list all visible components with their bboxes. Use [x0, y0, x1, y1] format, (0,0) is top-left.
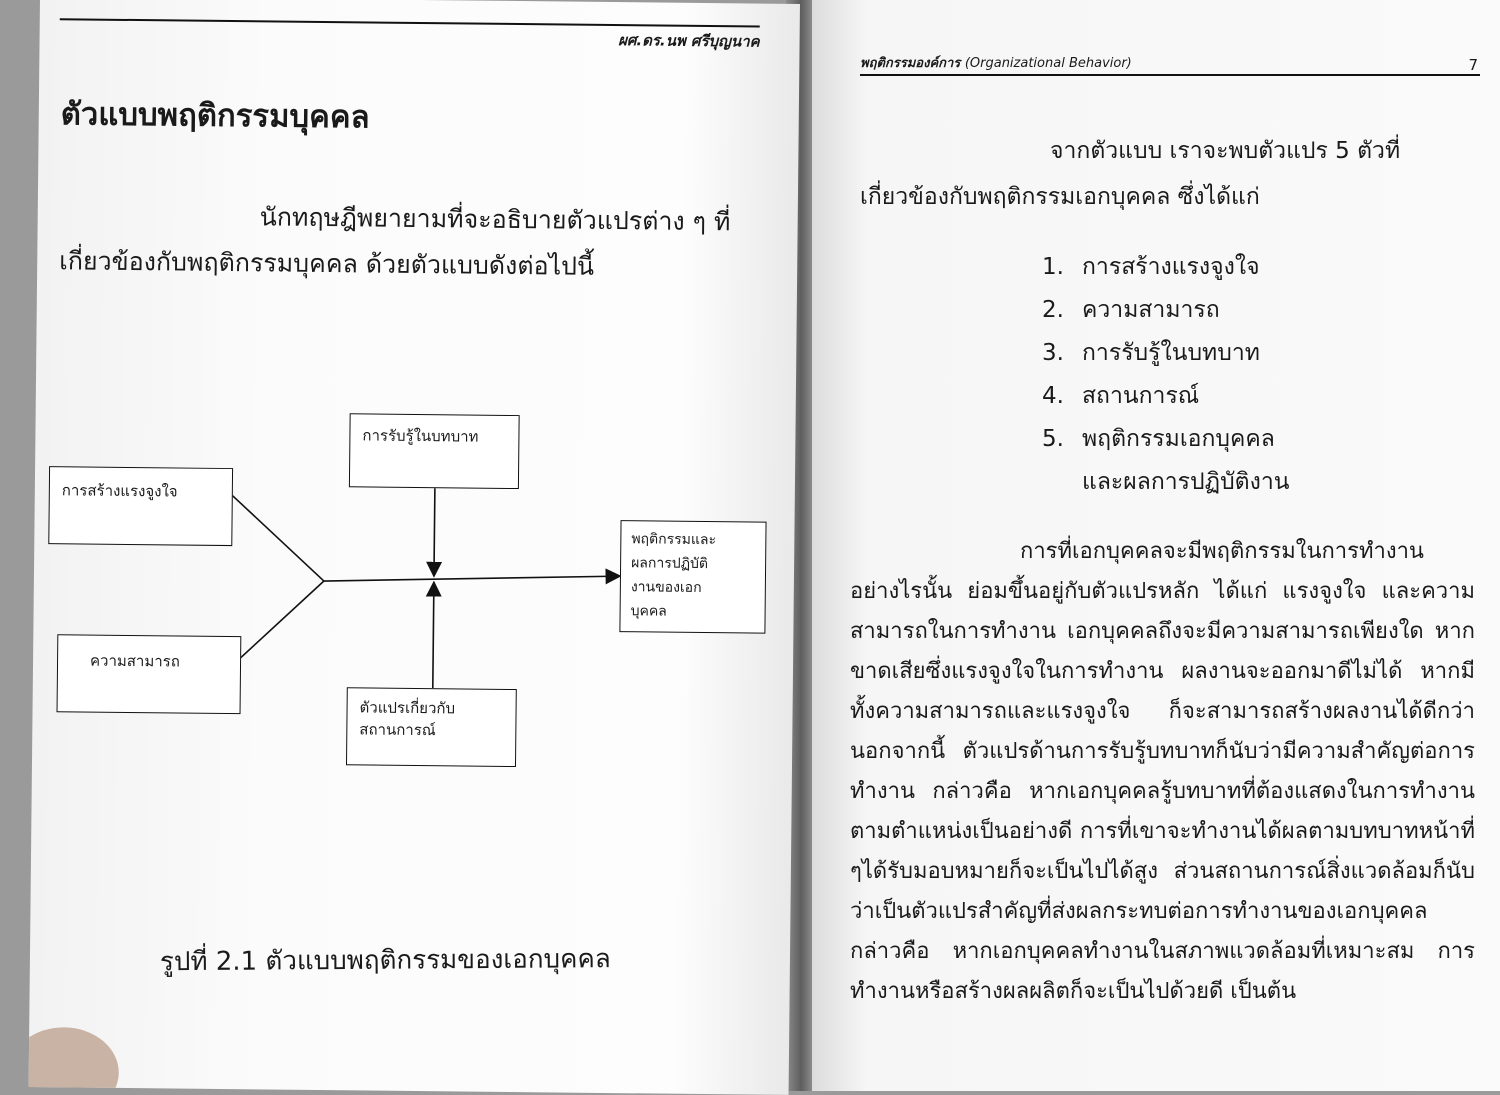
list-item: 4. สถานการณ์ — [1042, 383, 1200, 409]
variable-list — [1042, 246, 1482, 504]
header-title-thai: พฤติกรรมองค์การ — [860, 56, 961, 71]
chapter-title: ตัวแบบพฤติกรรมบุคคล — [60, 96, 370, 136]
right-page — [812, 0, 1500, 1091]
intro-paragraph: จากตัวแบบ เราจะพบตัวแปร 5 ตัวที่เกี่ยวข้องกับพฤติกรรมเอกบุคคล ซึ่งได้แก่ — [860, 138, 1401, 210]
list-item: 5. พฤติกรรมเอกบุคคล และผลการปฏิบัติงาน — [1042, 426, 1290, 495]
arrow-situational — [433, 582, 434, 688]
box-motivation: การสร้างแรงจูงใจ — [48, 466, 233, 546]
body-paragraph: การที่เอกบุคคลจะมีพฤติกรรมในการทำงานอย่างไรนั้น ย่อมขึ้นอยู่กับตัวแปรหลัก ได้แก่ แรงจูงใจ และความสามารถในการทำงาน เอกบุคคลถึงจะมีความสามารถเพียงใด หากขาดเสียซึ่งแรงจูงใจในการทำงาน ผลงานจะออกมาดีไม่ได้ หากมีทั้งความสามารถและแรงจูงใจ ก็จะสามารถสร้างผลงานได้ดีกว่า นอกจากนี้ ตัวแปรด้านการรับรู้บทบาทก็นับว่ามีความสำคัญต่อการทำงาน กล่าวคือ หากเอกบุคคลรู้บทบาทที่ต้องแสดงในการทำงานตามตำแหน่งเป็นอย่างดี การที่เขาจะทำงานได้ผลตามบทบาทหน้าที่ ๆได้รับมอบหมายก็จะเป็นไปได้สูง ส่วนสถานการณ์สิ่งแวดล้อมก็นับว่าเป็นตัวแปรสำคัญที่ส่งผลกระทบต่อการทำงานของเอกบุคคล กล่าวคือ หากเอกบุคคลทำงานในสภาพแวดล้อมที่เหมาะสม การทำงานหรือสร้างผลผลิตก็จะเป็นไปด้วยดี เป็นต้น — [850, 539, 1475, 1004]
header-title — [860, 52, 1132, 73]
main-arrow — [324, 573, 620, 584]
header-author: ผศ.ดร.นพ ศรีบุญนาค — [618, 31, 760, 51]
box-situational: ตัวแปรเกี่ยวกับ สถานการณ์ — [346, 687, 517, 767]
figure-caption: รูปที่ 2.1 ตัวแบบพฤติกรรมของเอกบุคคล — [159, 944, 611, 978]
intro-paragraph: นักทฤษฎีพยายามที่จะอธิบายตัวแปรต่าง ๆ ที่เกี่ยวข้องกับพฤติกรรมบุคคล ด้วยตัวแบบดังต่อไปนี้ — [59, 202, 731, 281]
box-role-perception: การรับรู้ในบทบาท — [349, 413, 520, 489]
arrow-role-perception — [434, 488, 435, 576]
page-number: 7 — [1468, 56, 1478, 74]
connector-motivation — [230, 494, 325, 581]
list-item: 3. การรับรู้ในบทบาท — [1042, 340, 1260, 366]
behavior-model-diagram — [32, 396, 796, 804]
left-page — [29, 0, 800, 1095]
header-rule — [860, 74, 1480, 76]
thumb-photo-edge — [29, 1027, 120, 1095]
list-item: 2. ความสามารถ — [1042, 297, 1220, 323]
box-outcome: พฤติกรรมและ ผลการปฏิบัติ งานของเอก บุคคล — [619, 520, 766, 634]
box-ability: ความสามารถ — [57, 634, 242, 714]
connector-ability — [238, 580, 324, 661]
header-rule — [60, 18, 760, 27]
list-item: 1. การสร้างแรงจูงใจ — [1042, 254, 1260, 280]
header-title-english: (Organizational Behavior) — [964, 56, 1132, 71]
